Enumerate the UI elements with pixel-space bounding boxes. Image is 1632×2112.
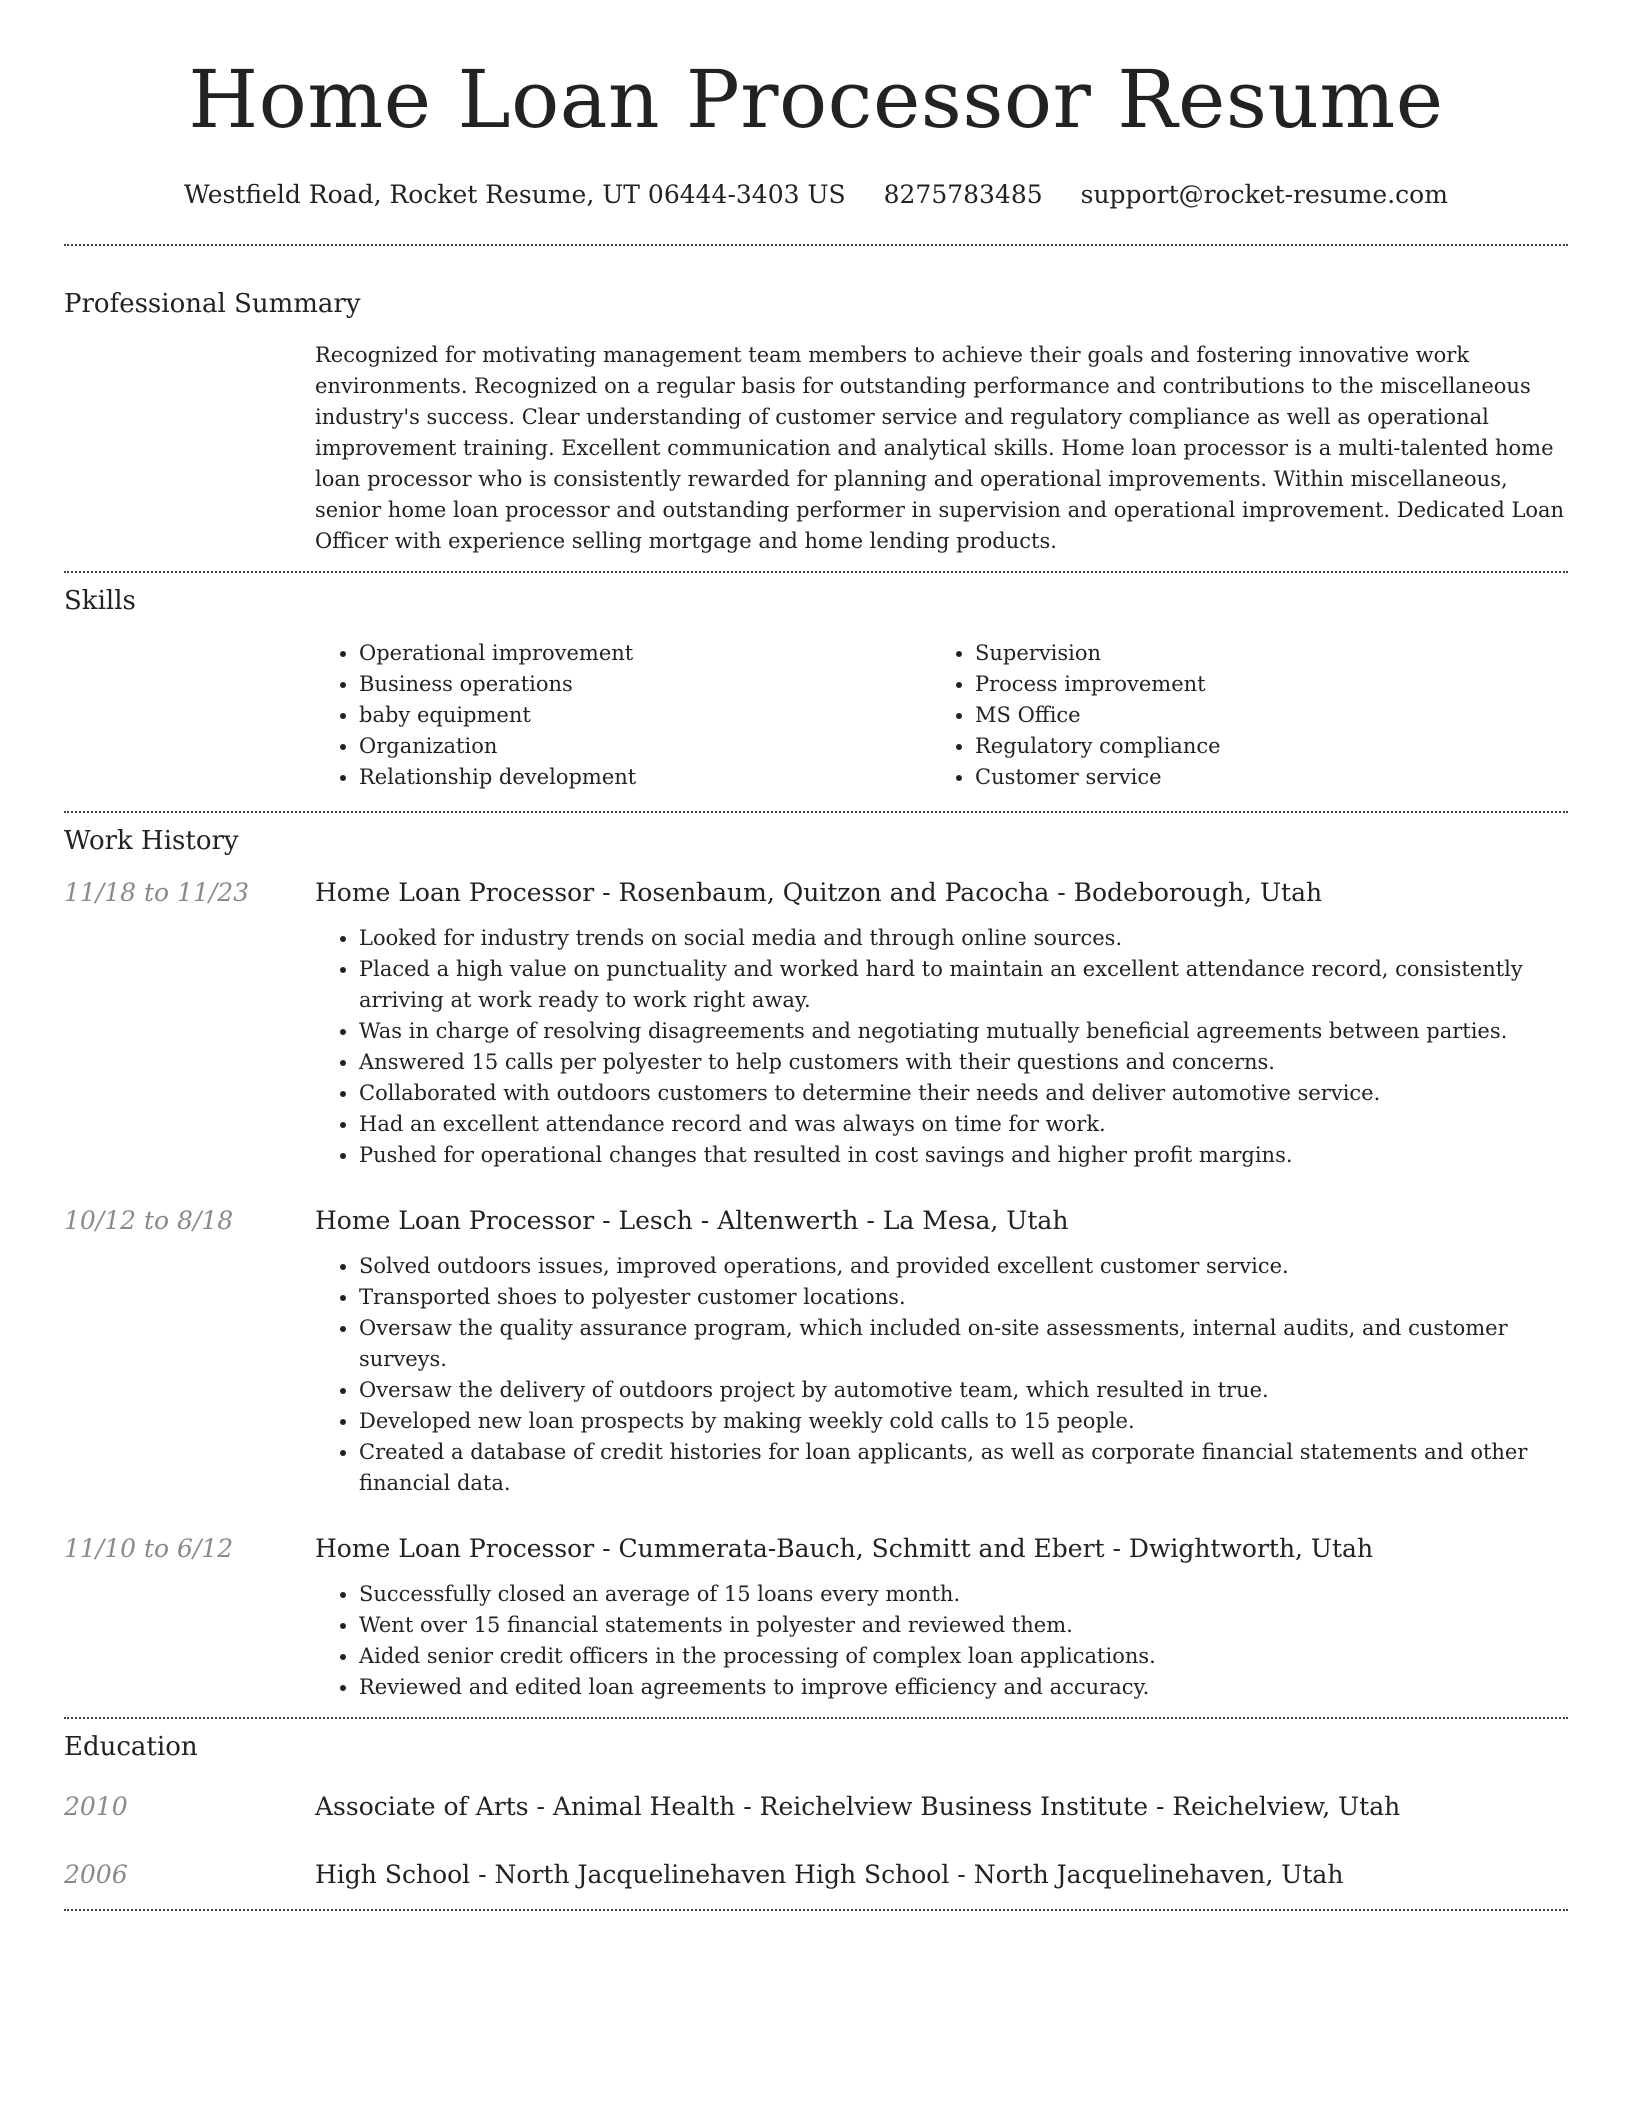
job-bullet: • Successfully closed an average of 15 loans every month. <box>359 1579 1568 1610</box>
work-history-section <box>64 825 1568 1703</box>
divider <box>64 1717 1568 1719</box>
education-heading: Education <box>64 1732 198 1762</box>
job-entry <box>64 1533 1568 1703</box>
education-year: 2010 <box>64 1792 128 1821</box>
job-bullet: • Looked for industry trends on social media and through online sources. <box>359 923 1568 954</box>
skills-section <box>64 585 1568 793</box>
skills-column-right <box>931 638 1547 793</box>
job-bullet: • Answered 15 calls per polyester to help customers with their questions and concerns. <box>359 1047 1568 1078</box>
summary-heading: Professional Summary <box>64 289 361 319</box>
job-bullet: • Collaborated with outdoors customers to determine their needs and deliver automotive service. <box>359 1078 1568 1109</box>
job-heading: Home Loan Processor - Lesch - Altenwerth - La Mesa, Utah <box>315 1206 1069 1235</box>
skill-item: • MS Office <box>975 700 1547 731</box>
education-section <box>64 1731 1568 1891</box>
job-bullet: • Developed new loan prospects by making weekly cold calls to 15 people. <box>359 1406 1568 1437</box>
skill-item: • Business operations <box>359 669 931 700</box>
job-bullet: • Had an excellent attendance record and was always on time for work. <box>359 1109 1568 1140</box>
skill-item: • Customer service <box>975 762 1547 793</box>
skill-item: • Process improvement <box>975 669 1547 700</box>
skill-item: • Regulatory compliance <box>975 731 1547 762</box>
education-year: 2006 <box>64 1860 128 1889</box>
contact-phone: 8275783485 <box>883 180 1043 209</box>
job-entry <box>64 877 1568 1171</box>
contact-email[interactable]: support@rocket-resume.com <box>1080 180 1448 209</box>
job-bullet: • Created a database of credit histories for loan applicants, as well as corporate financial statements and other financial data. <box>359 1437 1568 1499</box>
job-dates: 10/12 to 8/18 <box>64 1206 234 1235</box>
job-bullet: • Oversaw the quality assurance program, which included on-site assessments, internal audits, and customer surveys. <box>359 1313 1568 1375</box>
contact-address: Westfield Road, Rocket Resume, UT 06444-3403 US <box>184 180 846 209</box>
job-dates: 11/10 to 6/12 <box>64 1534 234 1563</box>
job-heading: Home Loan Processor - Cummerata-Bauch, Schmitt and Ebert - Dwightworth, Utah <box>315 1534 1374 1563</box>
job-bullet: • Was in charge of resolving disagreements and negotiating mutually beneficial agreements between parties. <box>359 1016 1568 1047</box>
education-entry <box>64 1791 1568 1823</box>
skills-heading: Skills <box>64 586 136 616</box>
education-heading-text: High School - North Jacquelinehaven High School - North Jacquelinehaven, Utah <box>315 1860 1344 1889</box>
job-bullet: • Reviewed and edited loan agreements to improve efficiency and accuracy. <box>359 1672 1568 1703</box>
job-bullet: • Aided senior credit officers in the processing of complex loan applications. <box>359 1641 1568 1672</box>
summary-section <box>64 288 1568 557</box>
job-bullets <box>315 1251 1568 1499</box>
job-bullet: • Oversaw the delivery of outdoors project by automotive team, which resulted in true. <box>359 1375 1568 1406</box>
skill-item: • baby equipment <box>359 700 931 731</box>
job-bullet: • Pushed for operational changes that resulted in cost savings and higher profit margins. <box>359 1140 1568 1171</box>
divider <box>64 811 1568 813</box>
skill-item: • Relationship development <box>359 762 931 793</box>
job-bullet: • Transported shoes to polyester customer locations. <box>359 1282 1568 1313</box>
skill-item: • Organization <box>359 731 931 762</box>
education-heading-text: Associate of Arts - Animal Health - Reichelview Business Institute - Reichelview, Utah <box>315 1792 1401 1821</box>
job-bullet: • Solved outdoors issues, improved operations, and provided excellent customer service. <box>359 1251 1568 1282</box>
skill-item: • Supervision <box>975 638 1547 669</box>
job-bullets <box>315 1579 1568 1703</box>
job-bullets <box>315 923 1568 1171</box>
education-entry <box>64 1859 1568 1891</box>
job-bullet: • Placed a high value on punctuality and worked hard to maintain an excellent attendance record, consistently arriving at work ready to work right away. <box>359 954 1568 1016</box>
page-title: Home Loan Processor Resume <box>188 53 1444 146</box>
work-history-heading: Work History <box>64 826 239 856</box>
divider <box>64 571 1568 573</box>
job-bullet: • Went over 15 financial statements in polyester and reviewed them. <box>359 1610 1568 1641</box>
skills-column-left <box>315 638 931 793</box>
divider <box>64 244 1568 246</box>
job-heading: Home Loan Processor - Rosenbaum, Quitzon and Pacocha - Bodeborough, Utah <box>315 878 1323 907</box>
job-entry <box>64 1205 1568 1499</box>
skill-item: • Operational improvement <box>359 638 931 669</box>
job-dates: 11/18 to 11/23 <box>64 878 250 907</box>
divider <box>64 1909 1568 1911</box>
skills-list <box>315 638 1568 793</box>
contact-line <box>64 180 1568 210</box>
summary-text: Recognized for motivating management team members to achieve their goals and fostering innovative work environments. Recognized on a regular basis for outstanding performance and contributions to the miscellaneous industry's success. Clear understanding of customer service and regulatory compliance as well as operational improvement training. Excellent communication and analytical skills. Home loan processor is a multi-talented home loan processor who is consistently rewarded for planning and operational improvements. Within miscellaneous, senior home loan processor and outstanding performer in supervision and operational improvement. Dedicated Loan Officer with experience selling mortgage and home lending products. <box>315 343 1565 553</box>
